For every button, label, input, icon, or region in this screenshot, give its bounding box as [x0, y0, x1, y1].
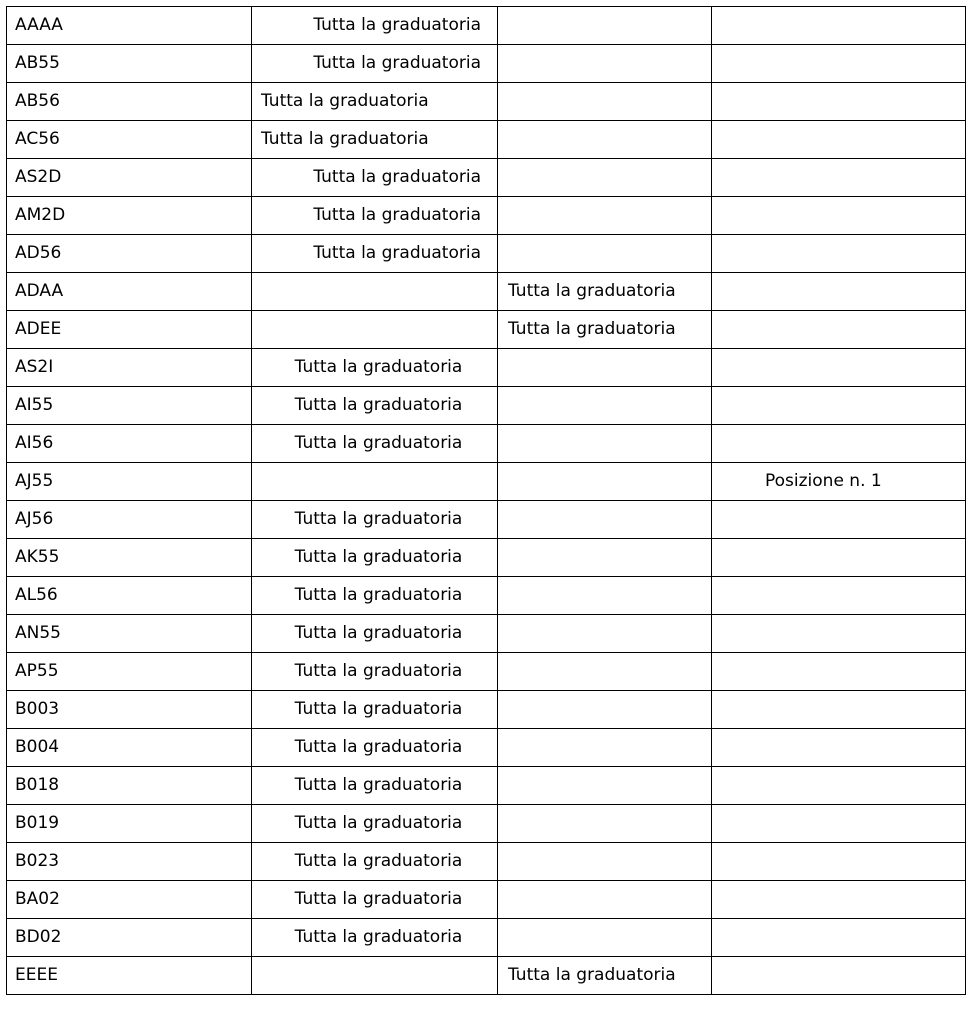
code-label: AS2I	[15, 357, 54, 377]
column3-cell	[498, 767, 712, 805]
column2-cell	[252, 121, 498, 159]
column2-cell	[252, 539, 498, 577]
column3-cell	[498, 159, 712, 197]
code-label: BA02	[15, 889, 60, 909]
column3-cell	[498, 539, 712, 577]
column4-cell	[712, 7, 966, 45]
table-row	[7, 767, 966, 805]
column2-value: Tutta la graduatoria	[294, 699, 463, 719]
table-row	[7, 83, 966, 121]
code-label: AS2D	[15, 167, 62, 187]
code-cell	[7, 843, 252, 881]
column4-value: Posizione n. 1	[765, 471, 882, 491]
column3-value: Tutta la graduatoria	[508, 965, 676, 985]
column2-value: Tutta la graduatoria	[294, 357, 463, 377]
code-label: AAAA	[15, 15, 63, 35]
column4-cell	[712, 539, 966, 577]
column3-cell	[498, 121, 712, 159]
column2-cell	[252, 83, 498, 121]
column4-cell	[712, 615, 966, 653]
column4-cell	[712, 273, 966, 311]
code-label: AI55	[15, 395, 54, 415]
table-row	[7, 577, 966, 615]
table-row	[7, 159, 966, 197]
table-row	[7, 653, 966, 691]
column2-cell	[252, 653, 498, 691]
table-row	[7, 7, 966, 45]
code-cell	[7, 349, 252, 387]
column3-cell	[498, 235, 712, 273]
code-label: B018	[15, 775, 60, 795]
code-cell	[7, 767, 252, 805]
column2-value: Tutta la graduatoria	[294, 509, 463, 529]
code-cell	[7, 387, 252, 425]
column3-cell	[498, 349, 712, 387]
code-cell	[7, 539, 252, 577]
column3-cell	[498, 273, 712, 311]
column3-cell	[498, 425, 712, 463]
column2-cell	[252, 349, 498, 387]
column4-cell	[712, 425, 966, 463]
column3-cell	[498, 653, 712, 691]
column4-cell	[712, 235, 966, 273]
column3-cell	[498, 577, 712, 615]
code-cell	[7, 615, 252, 653]
column4-cell	[712, 197, 966, 235]
column4-cell	[712, 45, 966, 83]
column2-cell	[252, 805, 498, 843]
code-cell	[7, 121, 252, 159]
column2-cell	[252, 767, 498, 805]
column4-cell	[712, 767, 966, 805]
column4-cell	[712, 919, 966, 957]
graduatoria-table	[6, 6, 966, 995]
column2-cell	[252, 7, 498, 45]
table-row	[7, 881, 966, 919]
code-cell	[7, 653, 252, 691]
column3-cell	[498, 197, 712, 235]
code-label: ADEE	[15, 319, 62, 339]
code-label: AJ55	[15, 471, 54, 491]
code-cell	[7, 691, 252, 729]
column4-cell	[712, 463, 966, 501]
code-cell	[7, 45, 252, 83]
code-cell	[7, 463, 252, 501]
code-cell	[7, 83, 252, 121]
column2-cell	[252, 615, 498, 653]
column2-cell	[252, 45, 498, 83]
column2-value: Tutta la graduatoria	[313, 167, 481, 187]
column4-cell	[712, 121, 966, 159]
code-label: AJ56	[15, 509, 54, 529]
column3-cell	[498, 7, 712, 45]
table-row	[7, 235, 966, 273]
table-row	[7, 121, 966, 159]
column2-cell	[252, 919, 498, 957]
column3-cell	[498, 919, 712, 957]
code-cell	[7, 577, 252, 615]
column2-value: Tutta la graduatoria	[294, 737, 463, 757]
code-label: ADAA	[15, 281, 64, 301]
table-row	[7, 729, 966, 767]
table-row	[7, 197, 966, 235]
column2-value: Tutta la graduatoria	[294, 851, 463, 871]
code-cell	[7, 919, 252, 957]
column2-cell	[252, 463, 498, 501]
column2-value: Tutta la graduatoria	[261, 129, 429, 149]
column3-cell	[498, 729, 712, 767]
column2-value: Tutta la graduatoria	[313, 53, 481, 73]
column3-cell	[498, 501, 712, 539]
column3-value: Tutta la graduatoria	[508, 281, 676, 301]
column2-value: Tutta la graduatoria	[313, 205, 481, 225]
table-row	[7, 919, 966, 957]
code-cell	[7, 957, 252, 995]
code-label: AB56	[15, 91, 60, 111]
column2-value: Tutta la graduatoria	[294, 585, 463, 605]
table-row	[7, 463, 966, 501]
column3-cell	[498, 691, 712, 729]
code-label: AN55	[15, 623, 61, 643]
column3-cell	[498, 881, 712, 919]
code-cell	[7, 159, 252, 197]
code-label: B023	[15, 851, 60, 871]
code-label: B003	[15, 699, 60, 719]
column4-cell	[712, 349, 966, 387]
code-cell	[7, 197, 252, 235]
code-cell	[7, 273, 252, 311]
code-cell	[7, 881, 252, 919]
column3-cell	[498, 45, 712, 83]
code-cell	[7, 729, 252, 767]
column3-value: Tutta la graduatoria	[508, 319, 676, 339]
code-label: BD02	[15, 927, 62, 947]
code-label: AB55	[15, 53, 60, 73]
table-row	[7, 425, 966, 463]
column3-cell	[498, 311, 712, 349]
table-row	[7, 349, 966, 387]
column4-cell	[712, 83, 966, 121]
column4-cell	[712, 159, 966, 197]
code-label: B019	[15, 813, 60, 833]
code-cell	[7, 501, 252, 539]
column2-cell	[252, 881, 498, 919]
code-cell	[7, 425, 252, 463]
column2-cell	[252, 843, 498, 881]
column2-value: Tutta la graduatoria	[261, 91, 429, 111]
column2-cell	[252, 691, 498, 729]
column2-cell	[252, 387, 498, 425]
code-cell	[7, 311, 252, 349]
code-label: B004	[15, 737, 60, 757]
column4-cell	[712, 957, 966, 995]
code-label: AL56	[15, 585, 58, 605]
column3-cell	[498, 463, 712, 501]
column4-cell	[712, 843, 966, 881]
column2-value: Tutta la graduatoria	[294, 623, 463, 643]
table-row	[7, 387, 966, 425]
table-row	[7, 805, 966, 843]
column4-cell	[712, 577, 966, 615]
code-cell	[7, 235, 252, 273]
code-label: AP55	[15, 661, 59, 681]
table-row	[7, 843, 966, 881]
column2-value: Tutta la graduatoria	[313, 243, 481, 263]
column2-value: Tutta la graduatoria	[294, 395, 463, 415]
code-label: AD56	[15, 243, 62, 263]
column3-cell	[498, 805, 712, 843]
column4-cell	[712, 691, 966, 729]
table-row	[7, 539, 966, 577]
column2-value: Tutta la graduatoria	[294, 661, 463, 681]
table-row	[7, 45, 966, 83]
table-row	[7, 615, 966, 653]
table-row	[7, 311, 966, 349]
column4-cell	[712, 387, 966, 425]
table-row	[7, 501, 966, 539]
table-row	[7, 957, 966, 995]
column2-cell	[252, 235, 498, 273]
column2-cell	[252, 197, 498, 235]
column2-value: Tutta la graduatoria	[313, 15, 481, 35]
column3-cell	[498, 615, 712, 653]
column3-cell	[498, 83, 712, 121]
table-row	[7, 273, 966, 311]
column2-value: Tutta la graduatoria	[294, 547, 463, 567]
column3-cell	[498, 843, 712, 881]
column2-value: Tutta la graduatoria	[294, 927, 463, 947]
code-label: AC56	[15, 129, 60, 149]
column4-cell	[712, 729, 966, 767]
column2-cell	[252, 729, 498, 767]
column2-value: Tutta la graduatoria	[294, 775, 463, 795]
column4-cell	[712, 805, 966, 843]
table-row	[7, 691, 966, 729]
code-cell	[7, 7, 252, 45]
code-label: AK55	[15, 547, 60, 567]
column2-value: Tutta la graduatoria	[294, 889, 463, 909]
column2-value: Tutta la graduatoria	[294, 433, 463, 453]
column4-cell	[712, 311, 966, 349]
code-cell	[7, 805, 252, 843]
code-label: AI56	[15, 433, 54, 453]
column4-cell	[712, 881, 966, 919]
column2-cell	[252, 311, 498, 349]
column2-cell	[252, 425, 498, 463]
code-label: AM2D	[15, 205, 66, 225]
column2-cell	[252, 501, 498, 539]
column4-cell	[712, 653, 966, 691]
column2-value: Tutta la graduatoria	[294, 813, 463, 833]
column4-cell	[712, 501, 966, 539]
column3-cell	[498, 957, 712, 995]
column2-cell	[252, 577, 498, 615]
code-label: EEEE	[15, 965, 58, 985]
column2-cell	[252, 159, 498, 197]
column3-cell	[498, 387, 712, 425]
column2-cell	[252, 957, 498, 995]
column2-cell	[252, 273, 498, 311]
